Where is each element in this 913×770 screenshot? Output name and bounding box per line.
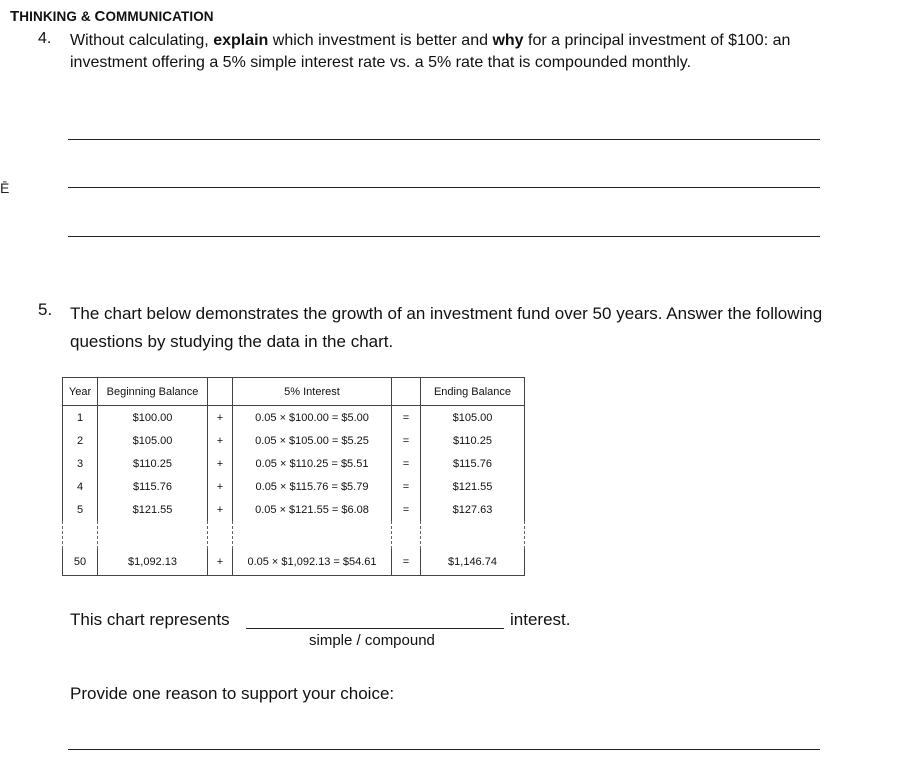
header-equals-blank — [392, 378, 421, 406]
question-4-text: Without calculating, explain which investment is better and why for a principal investment of $100: an investment offering a 5% simple interest rate vs. a 5% rate that is compounded monthly. — [70, 32, 791, 71]
cell-ending-balance: $105.00 — [421, 406, 525, 430]
gap-cell — [421, 521, 525, 549]
gap-cell — [98, 521, 208, 549]
cell-beginning-balance: $110.25 — [98, 452, 208, 475]
header-ending-balance: Ending Balance — [421, 378, 525, 406]
cell-year: 3 — [63, 452, 98, 475]
represents-label: This chart represents — [70, 610, 230, 629]
cell-interest: 0.05 × $100.00 = $5.00 — [233, 406, 392, 430]
cell-ending-balance: $121.55 — [421, 475, 525, 498]
cell-plus: + — [208, 475, 233, 498]
cell-beginning-balance: $115.76 — [98, 475, 208, 498]
section-title: THINKING & COMMUNICATION — [10, 8, 214, 25]
question-5-number: 5. — [38, 300, 53, 319]
cell-interest: 0.05 × $115.76 = $5.79 — [233, 475, 392, 498]
table-gap-row — [63, 521, 525, 549]
cell-interest: 0.05 × $121.55 = $6.08 — [233, 498, 392, 521]
header-year: Year — [63, 378, 98, 406]
reason-answer-line[interactable] — [68, 749, 820, 750]
header-beginning-balance: Beginning Balance — [98, 378, 208, 406]
cell-ending-balance: $115.76 — [421, 452, 525, 475]
interest-type-blank[interactable] — [246, 628, 504, 629]
cell-ending-balance: $110.25 — [421, 429, 525, 452]
cell-equals: = — [392, 452, 421, 475]
cell-year: 4 — [63, 475, 98, 498]
cell-plus: + — [208, 549, 233, 576]
cell-year: 5 — [63, 498, 98, 521]
table-row — [63, 475, 525, 498]
cell-year: 2 — [63, 429, 98, 452]
answer-line-1[interactable] — [68, 139, 820, 140]
gap-cell — [233, 521, 392, 549]
cell-interest: 0.05 × $110.25 = $5.51 — [233, 452, 392, 475]
cell-plus: + — [208, 452, 233, 475]
margin-mark: Ē — [0, 180, 10, 196]
answer-line-2[interactable] — [68, 187, 820, 188]
question-5-text: The chart below demonstrates the growth of an investment fund over 50 years. Answer the following questions by studying the data in the chart. — [70, 304, 823, 351]
reason-prompt: Provide one reason to support your choice: — [70, 684, 395, 703]
cell-interest: 0.05 × $105.00 = $5.25 — [233, 429, 392, 452]
cell-equals: = — [392, 429, 421, 452]
gap-cell — [392, 521, 421, 549]
cell-beginning-balance: $105.00 — [98, 429, 208, 452]
gap-cell — [208, 521, 233, 549]
cell-equals: = — [392, 498, 421, 521]
cell-ending-balance: $127.63 — [421, 498, 525, 521]
cell-year: 1 — [63, 406, 98, 430]
emphasis-why: why — [492, 32, 524, 49]
table-row-year-50 — [63, 549, 525, 576]
gap-cell — [63, 521, 98, 549]
table-header-row — [63, 378, 525, 406]
cell-plus: + — [208, 498, 233, 521]
cell-plus: + — [208, 406, 233, 430]
cell-beginning-balance: $1,092.13 — [98, 549, 208, 576]
cell-year: 50 — [63, 549, 98, 576]
emphasis-explain: explain — [213, 32, 269, 49]
table-row — [63, 429, 525, 452]
question-4-number: 4. — [38, 30, 52, 47]
cell-equals: = — [392, 406, 421, 430]
cell-beginning-balance: $121.55 — [98, 498, 208, 521]
cell-equals: = — [392, 475, 421, 498]
table-row — [63, 498, 525, 521]
cell-plus: + — [208, 429, 233, 452]
table-row — [63, 452, 525, 475]
cell-beginning-balance: $100.00 — [98, 406, 208, 430]
cell-ending-balance: $1,146.74 — [421, 549, 525, 576]
cell-equals: = — [392, 549, 421, 576]
growth-table — [62, 377, 525, 576]
answer-line-3[interactable] — [68, 236, 820, 237]
header-interest: 5% Interest — [233, 378, 392, 406]
header-plus-blank — [208, 378, 233, 406]
table-row — [63, 406, 525, 430]
interest-type-choices: simple / compound — [309, 632, 435, 649]
interest-word: interest. — [510, 610, 571, 629]
cell-interest: 0.05 × $1,092.13 = $54.61 — [233, 549, 392, 576]
